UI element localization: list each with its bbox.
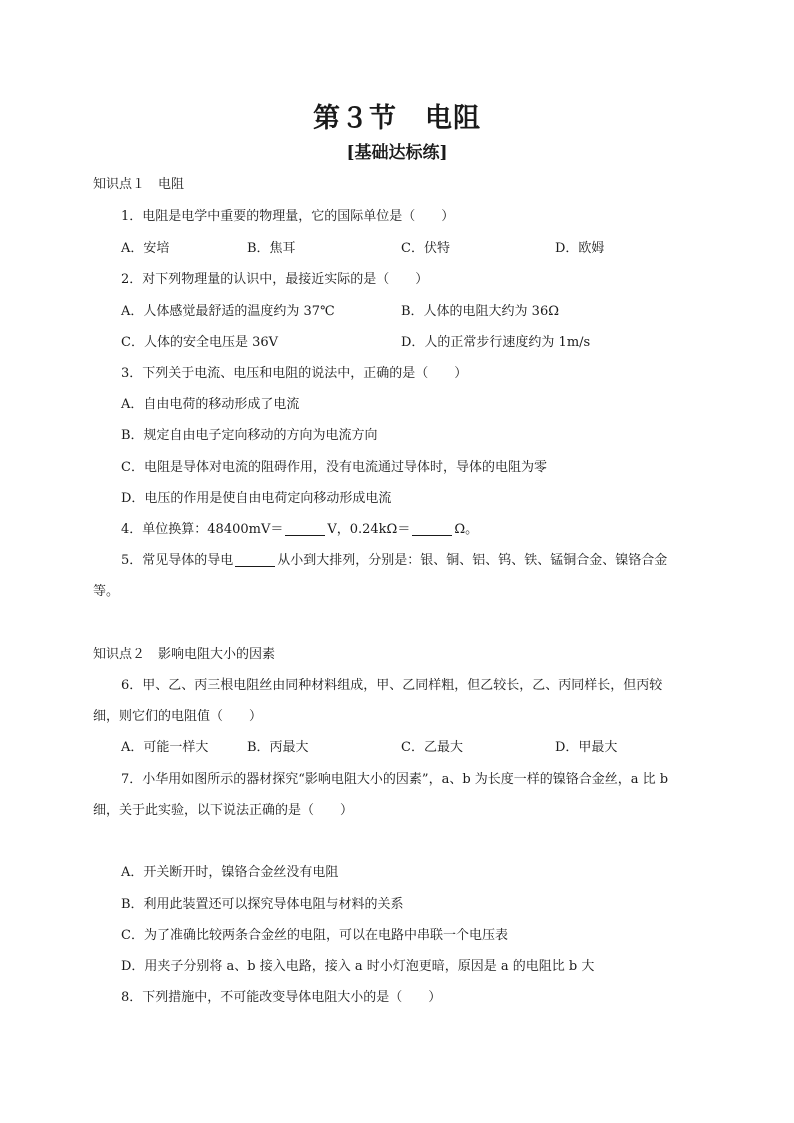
question-7-line-2: 细，关于此实验，以下说法正确的是（ ） bbox=[93, 803, 354, 818]
question-3-option-b: B．规定自由电子定向移动的方向为电流方向 bbox=[121, 428, 378, 443]
question-6-option-d: D．甲最大 bbox=[555, 740, 618, 755]
question-1-option-d: D．欧姆 bbox=[555, 241, 605, 256]
question-7-option-c: C．为了准确比较两条合金丝的电阻，可以在电路中串联一个电压表 bbox=[121, 928, 508, 943]
question-6-option-c: C．乙最大 bbox=[401, 740, 463, 755]
section-heading-2: 知识点２ 影响电阻大小的因素 bbox=[93, 647, 276, 662]
question-3-stem: 3．下列关于电流、电压和电阻的说法中，正确的是（ ） bbox=[121, 366, 468, 381]
answer-blank[interactable] bbox=[412, 521, 452, 536]
section-heading-1: 知识点１ 电阻 bbox=[93, 177, 185, 192]
question-1-stem: 1．电阻是电学中重要的物理量，它的国际单位是（ ） bbox=[121, 209, 455, 224]
question-7-line-1: 7．小华用如图所示的器材探究“影响电阻大小的因素”，a、b 为长度一样的镍铬合金丝，a 比 b bbox=[121, 772, 669, 787]
page-title: 第３节 电阻 bbox=[313, 103, 481, 134]
question-6-option-a: A．可能一样大 bbox=[121, 740, 209, 755]
question-3-option-c: C．电阻是导体对电流的阻碍作用，没有电流通过导体时，导体的电阻为零 bbox=[121, 460, 547, 475]
question-7-option-d: D．用夹子分别将 a、b 接入电路，接入 a 时小灯泡更暗，原因是 a 的电阻比 b 大 bbox=[121, 959, 595, 974]
question-4 bbox=[121, 520, 478, 540]
question-8-stem: 8．下列措施中，不可能改变导体电阻大小的是（ ） bbox=[121, 990, 442, 1005]
answer-blank[interactable] bbox=[235, 552, 275, 567]
question-3-option-a: A．自由电荷的移动形成了电流 bbox=[121, 397, 300, 412]
question-7-option-b: B．利用此装置还可以探究导体电阻与材料的关系 bbox=[121, 897, 404, 912]
question-4-text-3: Ω。 bbox=[454, 522, 479, 537]
answer-blank[interactable] bbox=[285, 521, 325, 536]
question-2-option-d: D．人的正常步行速度约为 1m/s bbox=[401, 335, 591, 350]
question-5-line-2: 等。 bbox=[93, 584, 120, 599]
question-6-line-2: 细，则它们的电阻值（ ） bbox=[93, 709, 263, 724]
question-4-text-1: 4．单位换算：48400mV＝ bbox=[121, 522, 284, 537]
question-2-stem: 2．对下列物理量的认识中，最接近实际的是（ ） bbox=[121, 272, 429, 287]
question-1-option-b: B．焦耳 bbox=[247, 241, 296, 256]
question-2-option-a: A．人体感觉最舒适的温度约为 37℃ bbox=[121, 304, 335, 319]
question-2-option-c: C．人体的安全电压是 36V bbox=[121, 335, 279, 350]
page-subtitle: [基础达标练] bbox=[346, 143, 448, 163]
question-4-text-2: V，0.24kΩ＝ bbox=[327, 522, 411, 537]
question-6-option-b: B．丙最大 bbox=[247, 740, 309, 755]
question-7-option-a: A．开关断开时，镍铬合金丝没有电阻 bbox=[121, 865, 339, 880]
question-2-option-b: B．人体的电阻大约为 36Ω bbox=[401, 304, 560, 319]
question-3-option-d: D．电压的作用是使自由电荷定向移动形成电流 bbox=[121, 491, 392, 506]
question-5-text-2: 从小到大排列，分别是：银、铜、铝、钨、铁、锰铜合金、镍铬合金 bbox=[277, 553, 668, 568]
question-1-option-c: C．伏特 bbox=[401, 241, 450, 256]
question-5-text-1: 5．常见导体的导电 bbox=[121, 553, 234, 568]
question-5 bbox=[121, 551, 667, 571]
question-6-line-1: 6．甲、乙、丙三根电阻丝由同种材料组成，甲、乙同样粗，但乙较长，乙、丙同样长，但丙较 bbox=[121, 678, 663, 693]
question-1-option-a: A．安培 bbox=[121, 241, 170, 256]
